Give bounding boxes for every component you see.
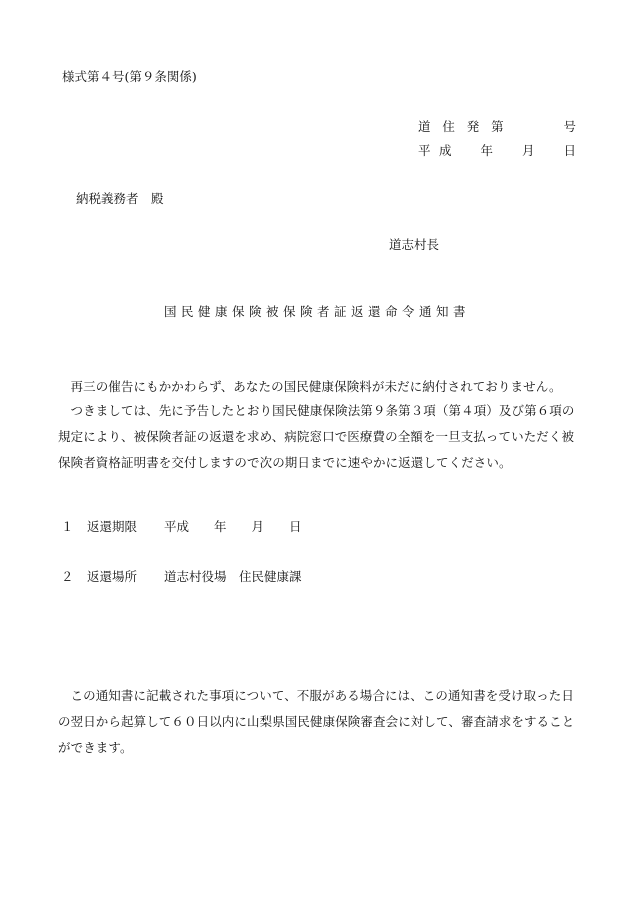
item-number: ２ bbox=[61, 569, 74, 584]
doc-number-char: 道 bbox=[418, 119, 431, 134]
doc-date-char: 月 bbox=[521, 143, 535, 158]
doc-date-blank bbox=[543, 145, 555, 158]
doc-date-char: 年 bbox=[480, 143, 493, 158]
item-number: １ bbox=[61, 519, 74, 534]
item-row-return-location bbox=[61, 571, 302, 584]
document-title: 国民健康保険被保険者証返還命令通知書 bbox=[163, 304, 470, 319]
body-paragraph: 再三の催告にもかかわらず、あなたの国民健康保険料が未だに納付されておりません。 bbox=[70, 379, 562, 394]
doc-number-char: 号 bbox=[563, 119, 576, 134]
doc-date-char: 日 bbox=[563, 143, 576, 158]
form-label: 様式第４号(第９条関係) bbox=[62, 69, 197, 84]
body-paragraph: つきましては、先に予告したとおり国民健康保険法第９条第３項（第４項）及び第６項の規定により、被保険者証の返還を求め、病院窓口で医療費の全額を一旦支払っていただく被保険者資格証明書を交付しますので次の期日までに速やかに返還してください。 bbox=[58, 403, 575, 470]
addressee: 納税義務者 殿 bbox=[76, 191, 164, 206]
doc-number-char: 発 bbox=[466, 119, 480, 134]
doc-date-char: 平 bbox=[418, 143, 431, 158]
doc-date-blank bbox=[460, 145, 472, 158]
doc-number-char: 第 bbox=[491, 119, 504, 134]
item-label: 返還場所 bbox=[87, 569, 138, 584]
item-label: 返還期限 bbox=[87, 519, 138, 534]
document-number bbox=[418, 121, 576, 134]
doc-date-blank bbox=[501, 145, 513, 158]
document-date bbox=[418, 145, 576, 158]
doc-date-char: 成 bbox=[439, 143, 452, 158]
item-value: 道志村役場 住民健康課 bbox=[164, 569, 302, 584]
item-value: 平成 年 月 日 bbox=[164, 519, 302, 534]
appeal-notice-paragraph: この通知書に記載された事項について、不服がある場合には、この通知書を受け取った日の翌日から起算して６０日以内に山梨県国民健康保険審査会に対して、審査請求をすることができます。 bbox=[58, 688, 575, 755]
doc-number-char: 住 bbox=[442, 119, 455, 134]
item-row-return-deadline bbox=[61, 521, 302, 534]
issuer: 道志村長 bbox=[389, 237, 440, 252]
doc-number-blank bbox=[516, 121, 552, 134]
